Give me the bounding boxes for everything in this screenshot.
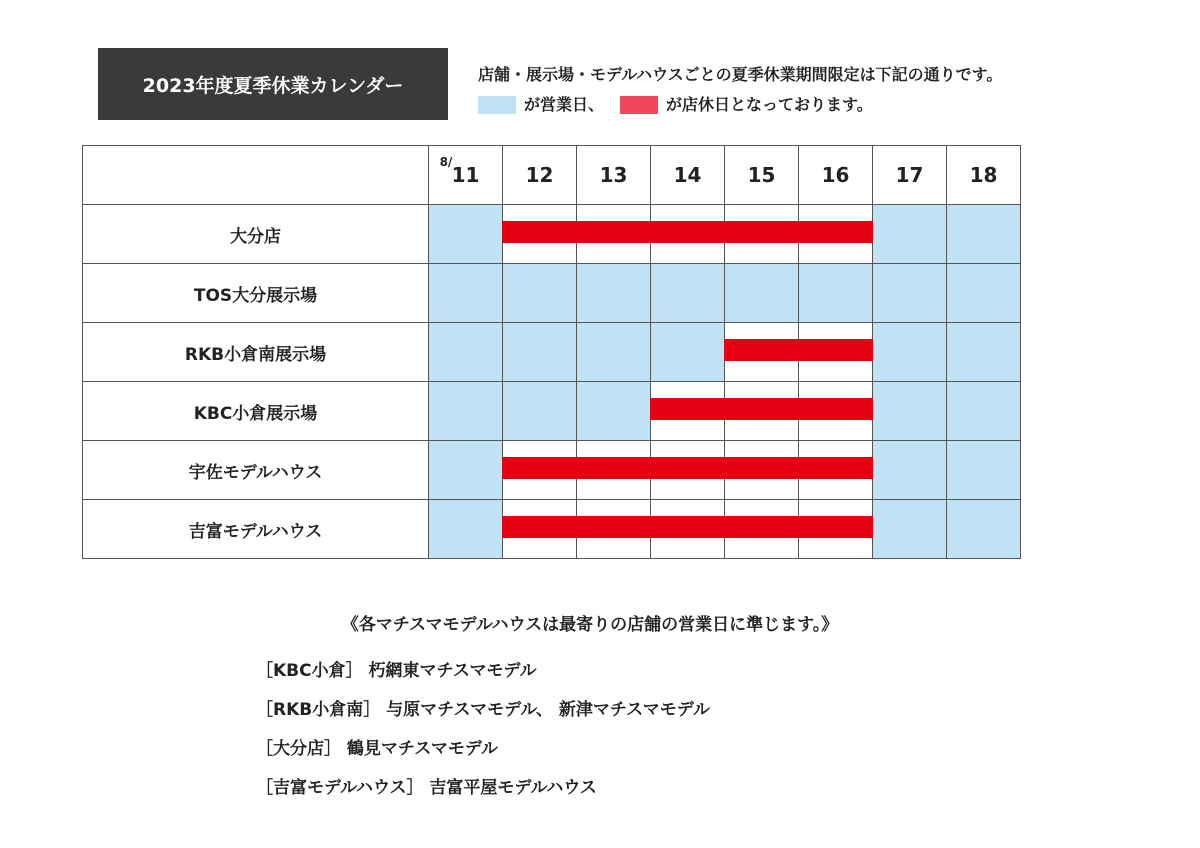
closed-day-bar <box>724 457 799 479</box>
open-day-cell <box>873 323 947 382</box>
closed-day-bar <box>798 457 873 479</box>
day-number: 18 <box>969 163 998 187</box>
closed-day-cell <box>799 205 873 264</box>
closed-day-bar <box>650 516 725 538</box>
open-day-cell <box>577 264 651 323</box>
header-corner <box>83 146 429 205</box>
closed-day-bar <box>724 516 799 538</box>
closed-day-cell <box>503 205 577 264</box>
closed-day-cell <box>725 500 799 559</box>
table-header-row <box>83 146 1021 205</box>
intro-line: 店舗・展示場・モデルハウスごとの夏季休業期間限定は下記の通りです。 <box>478 65 1003 84</box>
closed-day-cell <box>799 441 873 500</box>
day-header <box>503 146 577 205</box>
closed-day-bar <box>724 221 799 243</box>
table-row <box>83 205 1021 264</box>
day-header <box>429 146 503 205</box>
legend <box>478 90 1002 120</box>
open-day-cell <box>429 323 503 382</box>
table-row <box>83 382 1021 441</box>
closed-day-bar <box>502 516 577 538</box>
open-day-cell <box>429 441 503 500</box>
open-day-cell <box>873 500 947 559</box>
calendar-title <box>98 48 448 120</box>
closed-day-cell <box>503 500 577 559</box>
closed-day-bar <box>502 457 577 479</box>
closed-day-bar <box>576 516 651 538</box>
open-day-cell <box>503 382 577 441</box>
open-day-cell <box>947 323 1021 382</box>
closed-day-bar <box>798 398 873 420</box>
list-item: ［吉富モデルハウス］ 吉富平屋モデルハウス <box>256 778 597 798</box>
open-day-cell <box>947 264 1021 323</box>
table-row <box>83 500 1021 559</box>
open-day-label: が営業日、 <box>524 95 605 114</box>
day-header <box>651 146 725 205</box>
day-header <box>873 146 947 205</box>
closed-day-cell <box>651 382 725 441</box>
model-house-list <box>256 652 710 808</box>
open-day-cell <box>725 264 799 323</box>
open-day-cell <box>577 323 651 382</box>
calendar-title-text: 2023年度夏季休業カレンダー <box>142 74 404 97</box>
day-number: 15 <box>747 163 776 187</box>
open-day-cell <box>947 441 1021 500</box>
location-name: RKB小倉南展示場 <box>83 323 429 382</box>
closed-day-cell <box>651 441 725 500</box>
holiday-calendar-table <box>82 145 1021 559</box>
day-number: 14 <box>673 163 702 187</box>
closed-day-bar <box>650 457 725 479</box>
closed-day-cell <box>799 500 873 559</box>
location-name: KBC小倉展示場 <box>83 382 429 441</box>
closed-day-cell <box>799 382 873 441</box>
location-name: TOS大分展示場 <box>83 264 429 323</box>
table-row <box>83 441 1021 500</box>
open-day-cell <box>429 500 503 559</box>
list-item: ［RKB小倉南］ 与原マチスマモデル、 新津マチスマモデル <box>256 700 710 720</box>
closed-day-cell <box>725 382 799 441</box>
location-name: 吉富モデルハウス <box>83 500 429 559</box>
day-header <box>725 146 799 205</box>
day-number: 16 <box>821 163 850 187</box>
open-day-cell <box>873 382 947 441</box>
closed-day-cell <box>799 323 873 382</box>
closed-day-bar <box>502 221 577 243</box>
footer-note: 《各マチスマモデルハウスは最寄りの店舗の営業日に準じます。》 <box>341 615 839 635</box>
closed-day-bar <box>798 221 873 243</box>
closed-day-cell <box>651 205 725 264</box>
open-day-cell <box>577 382 651 441</box>
open-day-cell <box>429 382 503 441</box>
closed-day-bar <box>724 398 799 420</box>
day-number: 12 <box>525 163 554 187</box>
table-row <box>83 323 1021 382</box>
closed-day-label: が店休日となっております。 <box>666 95 873 114</box>
location-name: 宇佐モデルハウス <box>83 441 429 500</box>
closed-day-bar <box>724 339 799 361</box>
day-number: 13 <box>599 163 628 187</box>
open-day-cell <box>429 264 503 323</box>
closed-day-bar <box>576 221 651 243</box>
open-day-cell <box>873 205 947 264</box>
intro-text <box>478 60 1002 120</box>
closed-day-cell <box>725 441 799 500</box>
list-item: ［大分店］ 鶴見マチスマモデル <box>256 739 499 759</box>
closed-day-cell <box>577 205 651 264</box>
open-day-cell <box>651 264 725 323</box>
list-item: ［KBC小倉］ 朽網東マチスマモデル <box>256 661 537 681</box>
open-day-cell <box>947 382 1021 441</box>
day-number: 17 <box>895 163 924 187</box>
closed-day-bar <box>798 339 873 361</box>
closed-day-cell <box>503 441 577 500</box>
month-label: 8/ <box>439 155 453 169</box>
closed-day-cell <box>577 441 651 500</box>
open-day-cell <box>947 205 1021 264</box>
location-name: 大分店 <box>83 205 429 264</box>
day-header <box>799 146 873 205</box>
open-day-cell <box>651 323 725 382</box>
closed-day-bar <box>576 457 651 479</box>
closed-day-cell <box>651 500 725 559</box>
day-header <box>577 146 651 205</box>
closed-day-bar <box>798 516 873 538</box>
open-day-swatch <box>478 96 516 114</box>
open-day-cell <box>503 323 577 382</box>
open-day-cell <box>873 264 947 323</box>
closed-day-cell <box>577 500 651 559</box>
open-day-cell <box>429 205 503 264</box>
closed-day-swatch <box>620 96 658 114</box>
open-day-cell <box>799 264 873 323</box>
day-header <box>947 146 1021 205</box>
closed-day-bar <box>650 221 725 243</box>
closed-day-bar <box>650 398 725 420</box>
closed-day-cell <box>725 205 799 264</box>
open-day-cell <box>947 500 1021 559</box>
open-day-cell <box>873 441 947 500</box>
table-row <box>83 264 1021 323</box>
closed-day-cell <box>725 323 799 382</box>
day-number: 11 <box>451 163 480 187</box>
open-day-cell <box>503 264 577 323</box>
